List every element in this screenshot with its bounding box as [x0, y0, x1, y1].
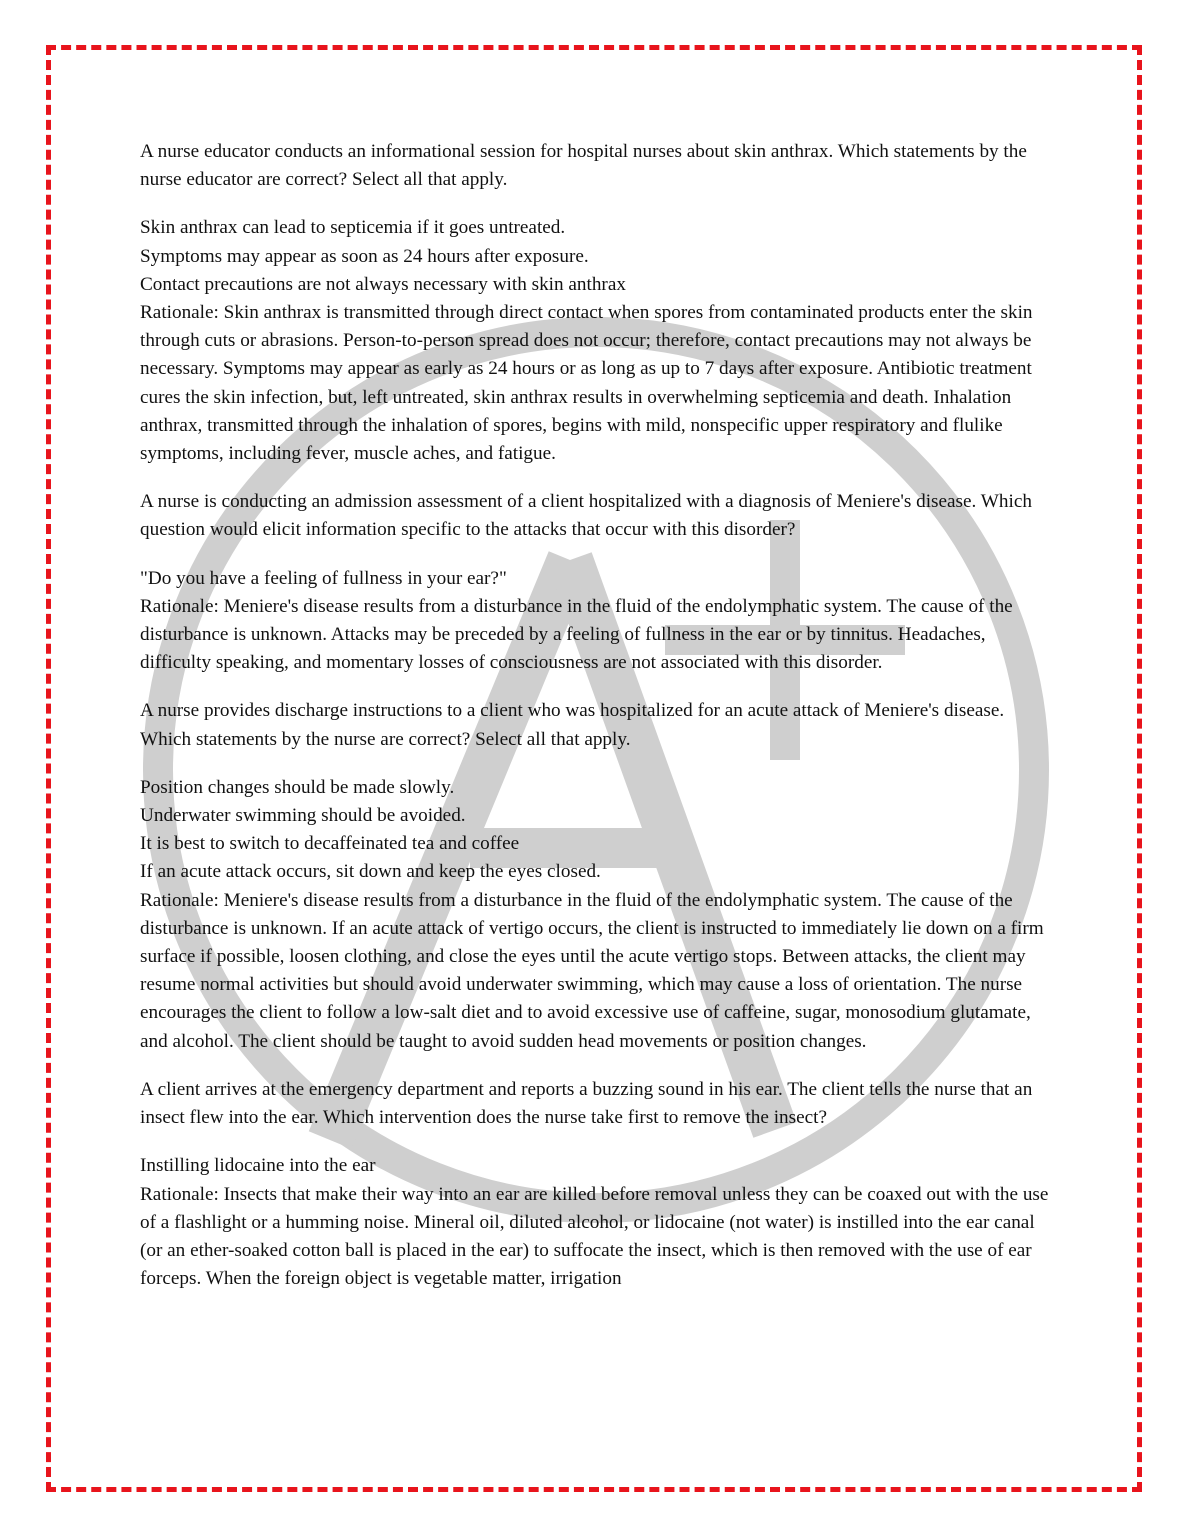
answer-3-block — [140, 774, 1055, 1056]
question-3-text: A nurse provides discharge instructions to a client who was hospitalized for an acute attack of Meniere's disease. Which statements by the nurse are correct? Select all that apply. — [140, 700, 1005, 750]
answer-3-option-3: It is best to switch to decaffeinated tea and coffee — [140, 833, 520, 855]
answer-3-rationale: Rationale: Meniere's disease results from a disturbance in the fluid of the endolymphatic system. The cause of the disturbance is unknown. If an acute attack of vertigo occurs, the client is instructed to immediately lie down on a firm surface if possible, loosen clothing, and close the eyes until the acute vertigo stops. Between attacks, the client may resume normal activities but should avoid underwater swimming, which may cause a loss of orientation. The nurse encourages the client to follow a low-salt diet and to avoid excessive use of caffeine, sugar, monosodium glutamate, and alcohol. The client should be taught to avoid sudden head movements or position changes. — [140, 889, 1044, 1052]
answer-4-rationale: Rationale: Insects that make their way into an ear are killed before removal unless they can be coaxed out with the use of a flashlight or a humming noise. Mineral oil, diluted alcohol, or lidocaine (not water) is instilled into the ear canal (or an ether-soaked cotton ball is placed in the ear) to suffocate the insect, which is then removed with the use of ear forceps. When the foreign object is vegetable matter, irrigation — [140, 1183, 1049, 1290]
answer-1-block — [140, 214, 1055, 468]
question-4-text: A client arrives at the emergency department and reports a buzzing sound in his ear. The client tells the nurse that an insect flew into the ear. Which intervention does the nurse take first to remove the insect? — [140, 1078, 1033, 1129]
question-4-stem — [140, 1076, 1055, 1132]
answer-3-option-1: Position changes should be made slowly. — [140, 776, 455, 798]
answer-1-option-2: Symptoms may appear as soon as 24 hours after exposure. — [140, 245, 589, 267]
answer-2-rationale: Rationale: Meniere's disease results from a disturbance in the fluid of the endolymphatic system. The cause of the disturbance is unknown. Attacks may be preceded by a feeling of fullness in the ear or by tinnitus. Headaches, difficulty speaking, and momentary losses of consciousness are not associated with this disorder. — [140, 595, 1013, 674]
question-2-text: A nurse is conducting an admission assessment of a client hospitalized with a diagnosis of Meniere's disease. Which question would elicit information specific to the attacks that occur with this disorder? — [140, 491, 1032, 541]
answer-1-option-3: Contact precautions are not always necessary with skin anthrax — [140, 273, 626, 295]
question-3-stem — [140, 697, 1055, 753]
question-1-text: A nurse educator conducts an informational session for hospital nurses about skin anthrax. Which statements by the nurse educator are correct? Select all that apply. — [140, 141, 1027, 191]
answer-2-option-1: "Do you have a feeling of fullness in your ear?" — [140, 567, 507, 589]
answer-3-option-2: Underwater swimming should be avoided. — [140, 805, 466, 827]
question-1-stem — [140, 138, 1055, 194]
answer-4-block — [140, 1152, 1055, 1293]
question-2-stem — [140, 488, 1055, 544]
answer-2-block — [140, 565, 1055, 678]
answer-3-option-4: If an acute attack occurs, sit down and keep the eyes closed. — [140, 861, 601, 883]
document-content — [140, 138, 1055, 1313]
answer-1-option-1: Skin anthrax can lead to septicemia if it goes untreated. — [140, 217, 566, 239]
answer-4-option-1: Instilling lidocaine into the ear — [140, 1155, 376, 1177]
answer-1-rationale: Rationale: Skin anthrax is transmitted through direct contact when spores from contaminated products enter the skin through cuts or abrasions. Person-to-person spread does not occur; therefore, contact precautions may not always be necessary. Symptoms may appear as early as 24 hours or as long as up to 7 days after exposure. Antibiotic treatment cures the skin infection, but, left untreated, skin anthrax results in overwhelming septicemia and death. Inhalation anthrax, transmitted through the inhalation of spores, begins with mild, nonspecific upper respiratory and flulike symptoms, including fever, muscle aches, and fatigue. — [140, 302, 1033, 465]
